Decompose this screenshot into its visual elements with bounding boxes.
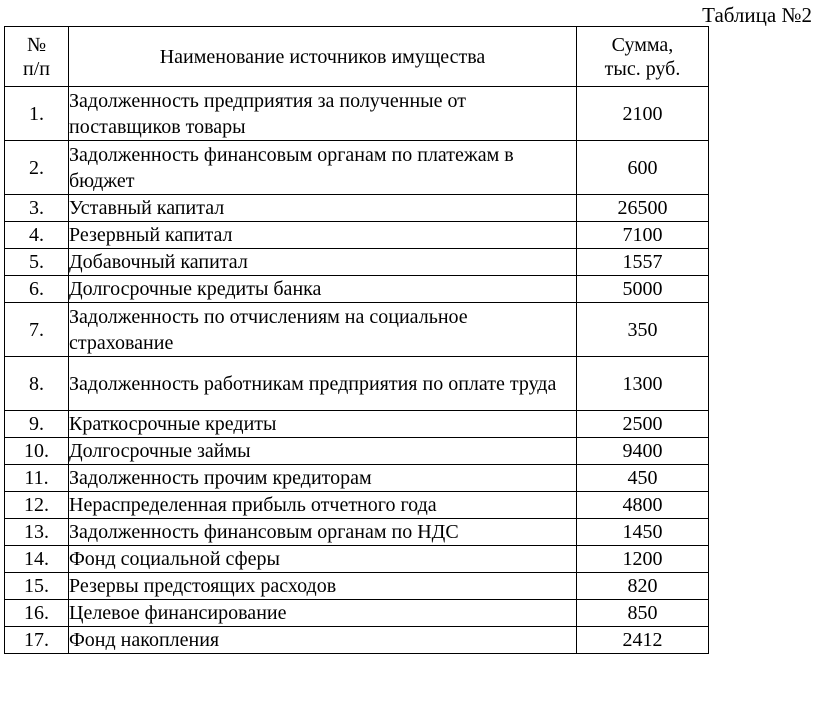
row-number: 9. <box>5 411 69 438</box>
table-row <box>5 573 709 600</box>
row-number: 5. <box>5 249 69 276</box>
row-source-name: Задолженность предприятия за полученные от поставщиков товары <box>69 87 577 141</box>
row-number: 17. <box>5 627 69 654</box>
table-row <box>5 249 709 276</box>
row-amount: 9400 <box>577 438 709 465</box>
row-source-name: Уставный капитал <box>69 195 577 222</box>
row-amount: 450 <box>577 465 709 492</box>
row-number: 2. <box>5 141 69 195</box>
row-number: 7. <box>5 303 69 357</box>
row-amount: 2412 <box>577 627 709 654</box>
table-row <box>5 141 709 195</box>
table-row <box>5 546 709 573</box>
table-row <box>5 276 709 303</box>
header-sum-unit: тыс. руб. <box>604 57 681 80</box>
row-number: 4. <box>5 222 69 249</box>
row-amount: 820 <box>577 573 709 600</box>
row-amount: 350 <box>577 303 709 357</box>
table-row <box>5 519 709 546</box>
row-source-name: Нераспределенная прибыль отчетного года <box>69 492 577 519</box>
row-amount: 2100 <box>577 87 709 141</box>
table-row <box>5 492 709 519</box>
row-amount: 2500 <box>577 411 709 438</box>
table-row <box>5 627 709 654</box>
row-amount: 4800 <box>577 492 709 519</box>
header-name: Наименование источников имущества <box>69 27 577 87</box>
table-row <box>5 195 709 222</box>
row-amount: 1300 <box>577 357 709 411</box>
table-header-row <box>5 27 709 87</box>
row-source-name: Задолженность прочим кредиторам <box>69 465 577 492</box>
table-row <box>5 465 709 492</box>
header-number-symbol: № <box>26 33 47 56</box>
header-number-abbrev: п/п <box>23 57 50 80</box>
row-source-name: Резервы предстоящих расходов <box>69 573 577 600</box>
row-number: 13. <box>5 519 69 546</box>
header-number <box>5 27 69 87</box>
row-source-name: Долгосрочные займы <box>69 438 577 465</box>
row-number: 15. <box>5 573 69 600</box>
row-source-name: Долгосрочные кредиты банка <box>69 276 577 303</box>
row-number: 10. <box>5 438 69 465</box>
row-amount: 1200 <box>577 546 709 573</box>
row-number: 12. <box>5 492 69 519</box>
table-row <box>5 411 709 438</box>
row-number: 14. <box>5 546 69 573</box>
row-amount: 1557 <box>577 249 709 276</box>
table-caption: Таблица №2 <box>702 3 812 27</box>
property-sources-table <box>4 26 709 654</box>
row-source-name: Целевое финансирование <box>69 600 577 627</box>
row-number: 16. <box>5 600 69 627</box>
row-source-name: Задолженность по отчислениям на социальное страхование <box>69 303 577 357</box>
row-number: 11. <box>5 465 69 492</box>
row-source-name: Добавочный капитал <box>69 249 577 276</box>
header-sum <box>577 27 709 87</box>
row-amount: 7100 <box>577 222 709 249</box>
table-row <box>5 438 709 465</box>
row-amount: 1450 <box>577 519 709 546</box>
row-source-name: Задолженность работникам предприятия по оплате труда <box>69 357 577 411</box>
row-source-name: Задолженность финансовым органам по платежам в бюджет <box>69 141 577 195</box>
row-amount: 26500 <box>577 195 709 222</box>
row-number: 3. <box>5 195 69 222</box>
row-source-name: Резервный капитал <box>69 222 577 249</box>
row-source-name: Фонд социальной сферы <box>69 546 577 573</box>
row-number: 8. <box>5 357 69 411</box>
row-number: 1. <box>5 87 69 141</box>
table-row <box>5 222 709 249</box>
header-sum-label: Сумма, <box>611 33 674 56</box>
row-source-name: Краткосрочные кредиты <box>69 411 577 438</box>
row-source-name: Задолженность финансовым органам по НДС <box>69 519 577 546</box>
table-row <box>5 303 709 357</box>
row-number: 6. <box>5 276 69 303</box>
row-source-name: Фонд накопления <box>69 627 577 654</box>
row-amount: 850 <box>577 600 709 627</box>
table-row <box>5 357 709 411</box>
table-row <box>5 87 709 141</box>
row-amount: 600 <box>577 141 709 195</box>
table-row <box>5 600 709 627</box>
row-amount: 5000 <box>577 276 709 303</box>
